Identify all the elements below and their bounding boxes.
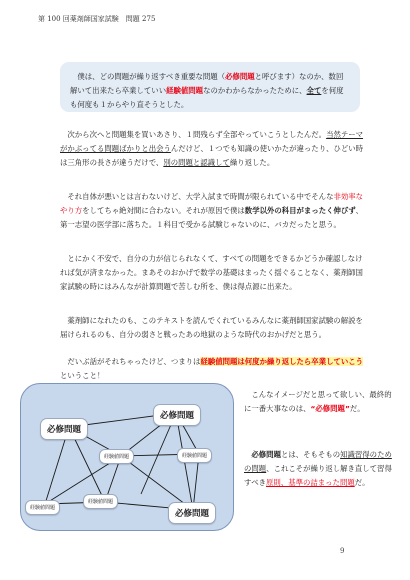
- p1-underline-1: 当然テーマがかぶってる問題ばかりと出会う: [60, 130, 364, 153]
- side-p1-text: こんなイメージだと思って欲しい、最終的に一番大事なのは、: [244, 390, 392, 413]
- node-experience-3: 経験値問題: [83, 494, 118, 509]
- node-experience-2: 経験値問題: [177, 448, 212, 463]
- paragraph-3: とにかく不安で、自分の力が信じられなくて、すべての問題をできるかどうか確認しなければ気が済まなかった。まあそのおかげで数学の基礎はまったく揺ぐることなく、薬剤師国家試験の時にはみんなが計算問題で苦しむ所を、僕は得点源に出来た。: [60, 254, 363, 291]
- side-paragraph-2: [244, 448, 396, 490]
- problem-network-diagram: [20, 383, 234, 531]
- callout-text: [70, 70, 350, 112]
- p2-bold-failure: 数学以外の科目がまったく伸びず: [244, 206, 356, 215]
- side-p1-required: “必修問題”: [310, 404, 350, 413]
- side-p2-end: だ。: [354, 478, 370, 487]
- page-number: 9: [340, 547, 345, 555]
- side-p2-red-underline: 原則、基準の詰まった問題: [266, 478, 355, 487]
- p1-text-2: んだけど、１つでも知識の使いかたが違ったり、ひどい時は三角形の長さが違うだけで、: [60, 144, 364, 167]
- p2-text-2: をしてちゃ絶対間に合わない。それが原因で僕は: [82, 206, 245, 215]
- p5-text-1: だいぶ話がそれちゃったけど、つまりは: [67, 357, 201, 366]
- callout-text-2: と呼びます）なのか、数回解いて出来たら卒業していい: [70, 72, 344, 95]
- side-p2-underline: 知識習得のための問題: [244, 450, 392, 473]
- p1-underline-2: 別の問題と認識して: [163, 158, 230, 167]
- callout-text-4: を何度も何度も１からやり直そうとした。: [70, 86, 344, 109]
- paragraph-4: 薬剤師になれたのも、このテキストを読んでくれているみんなに薬剤師国家試験の解説を届けられるのも、自分の弱さと戦ったあの地獄のような時代のおかげだと思う。: [60, 316, 363, 339]
- p1-text-3: 繰り返した。: [229, 158, 275, 167]
- hub-node-required-2: 必修問題: [40, 418, 88, 440]
- node-experience-4: 経験値問題: [25, 500, 60, 515]
- side-p2-text-1: とは、そもそもの: [280, 450, 341, 459]
- side-p2-term: 必修問題: [251, 450, 281, 459]
- callout-highlight-experience: 経験値問題: [166, 86, 204, 95]
- side-p1-end: だ。: [349, 404, 365, 413]
- node-experience-1: 経験値問題: [99, 449, 134, 464]
- callout-text-1: 僕は、どの問題が繰り返すべき重要な問題（: [77, 72, 226, 81]
- p5-text-2: ということ！: [60, 371, 105, 380]
- side-p2-text-2: 、これこそが繰り返し解き直して習得すべき: [244, 464, 392, 487]
- side-paragraph-1: [244, 388, 396, 416]
- callout-text-3: なのかわからなかったために、: [203, 86, 307, 95]
- hub-node-required-1: 必修問題: [153, 404, 201, 426]
- p5-highlight-conclusion: 経験値問題は何度か繰り返したら卒業していこう: [200, 357, 364, 366]
- callout-highlight-required: 必修問題: [225, 72, 255, 81]
- p2-highlight-inefficient: 非効率なやり方: [60, 192, 364, 215]
- p1-text-1: 次から次へと問題集を買いあさり、１問残らず全部やっていこうとしたんだ。: [67, 130, 327, 139]
- intro-callout: [60, 62, 360, 112]
- page-header: 第 100 回薬剤師国家試験 問題 275: [38, 15, 156, 23]
- p2-text-3: 、第一志望の医学部に落ちた。１科目で受かる試験じゃないのに、バカだったと思う。: [60, 206, 364, 229]
- paragraph-2: [60, 190, 364, 232]
- callout-highlight-all: 全て: [306, 86, 322, 95]
- paragraph-5: [60, 355, 364, 383]
- p2-text-1: それ自体が悪いとは言わないけど、大学入試まで時間が限られている中でそんな: [67, 192, 334, 201]
- paragraph-1: [60, 128, 364, 170]
- hub-node-required-3: 必修問題: [168, 502, 216, 524]
